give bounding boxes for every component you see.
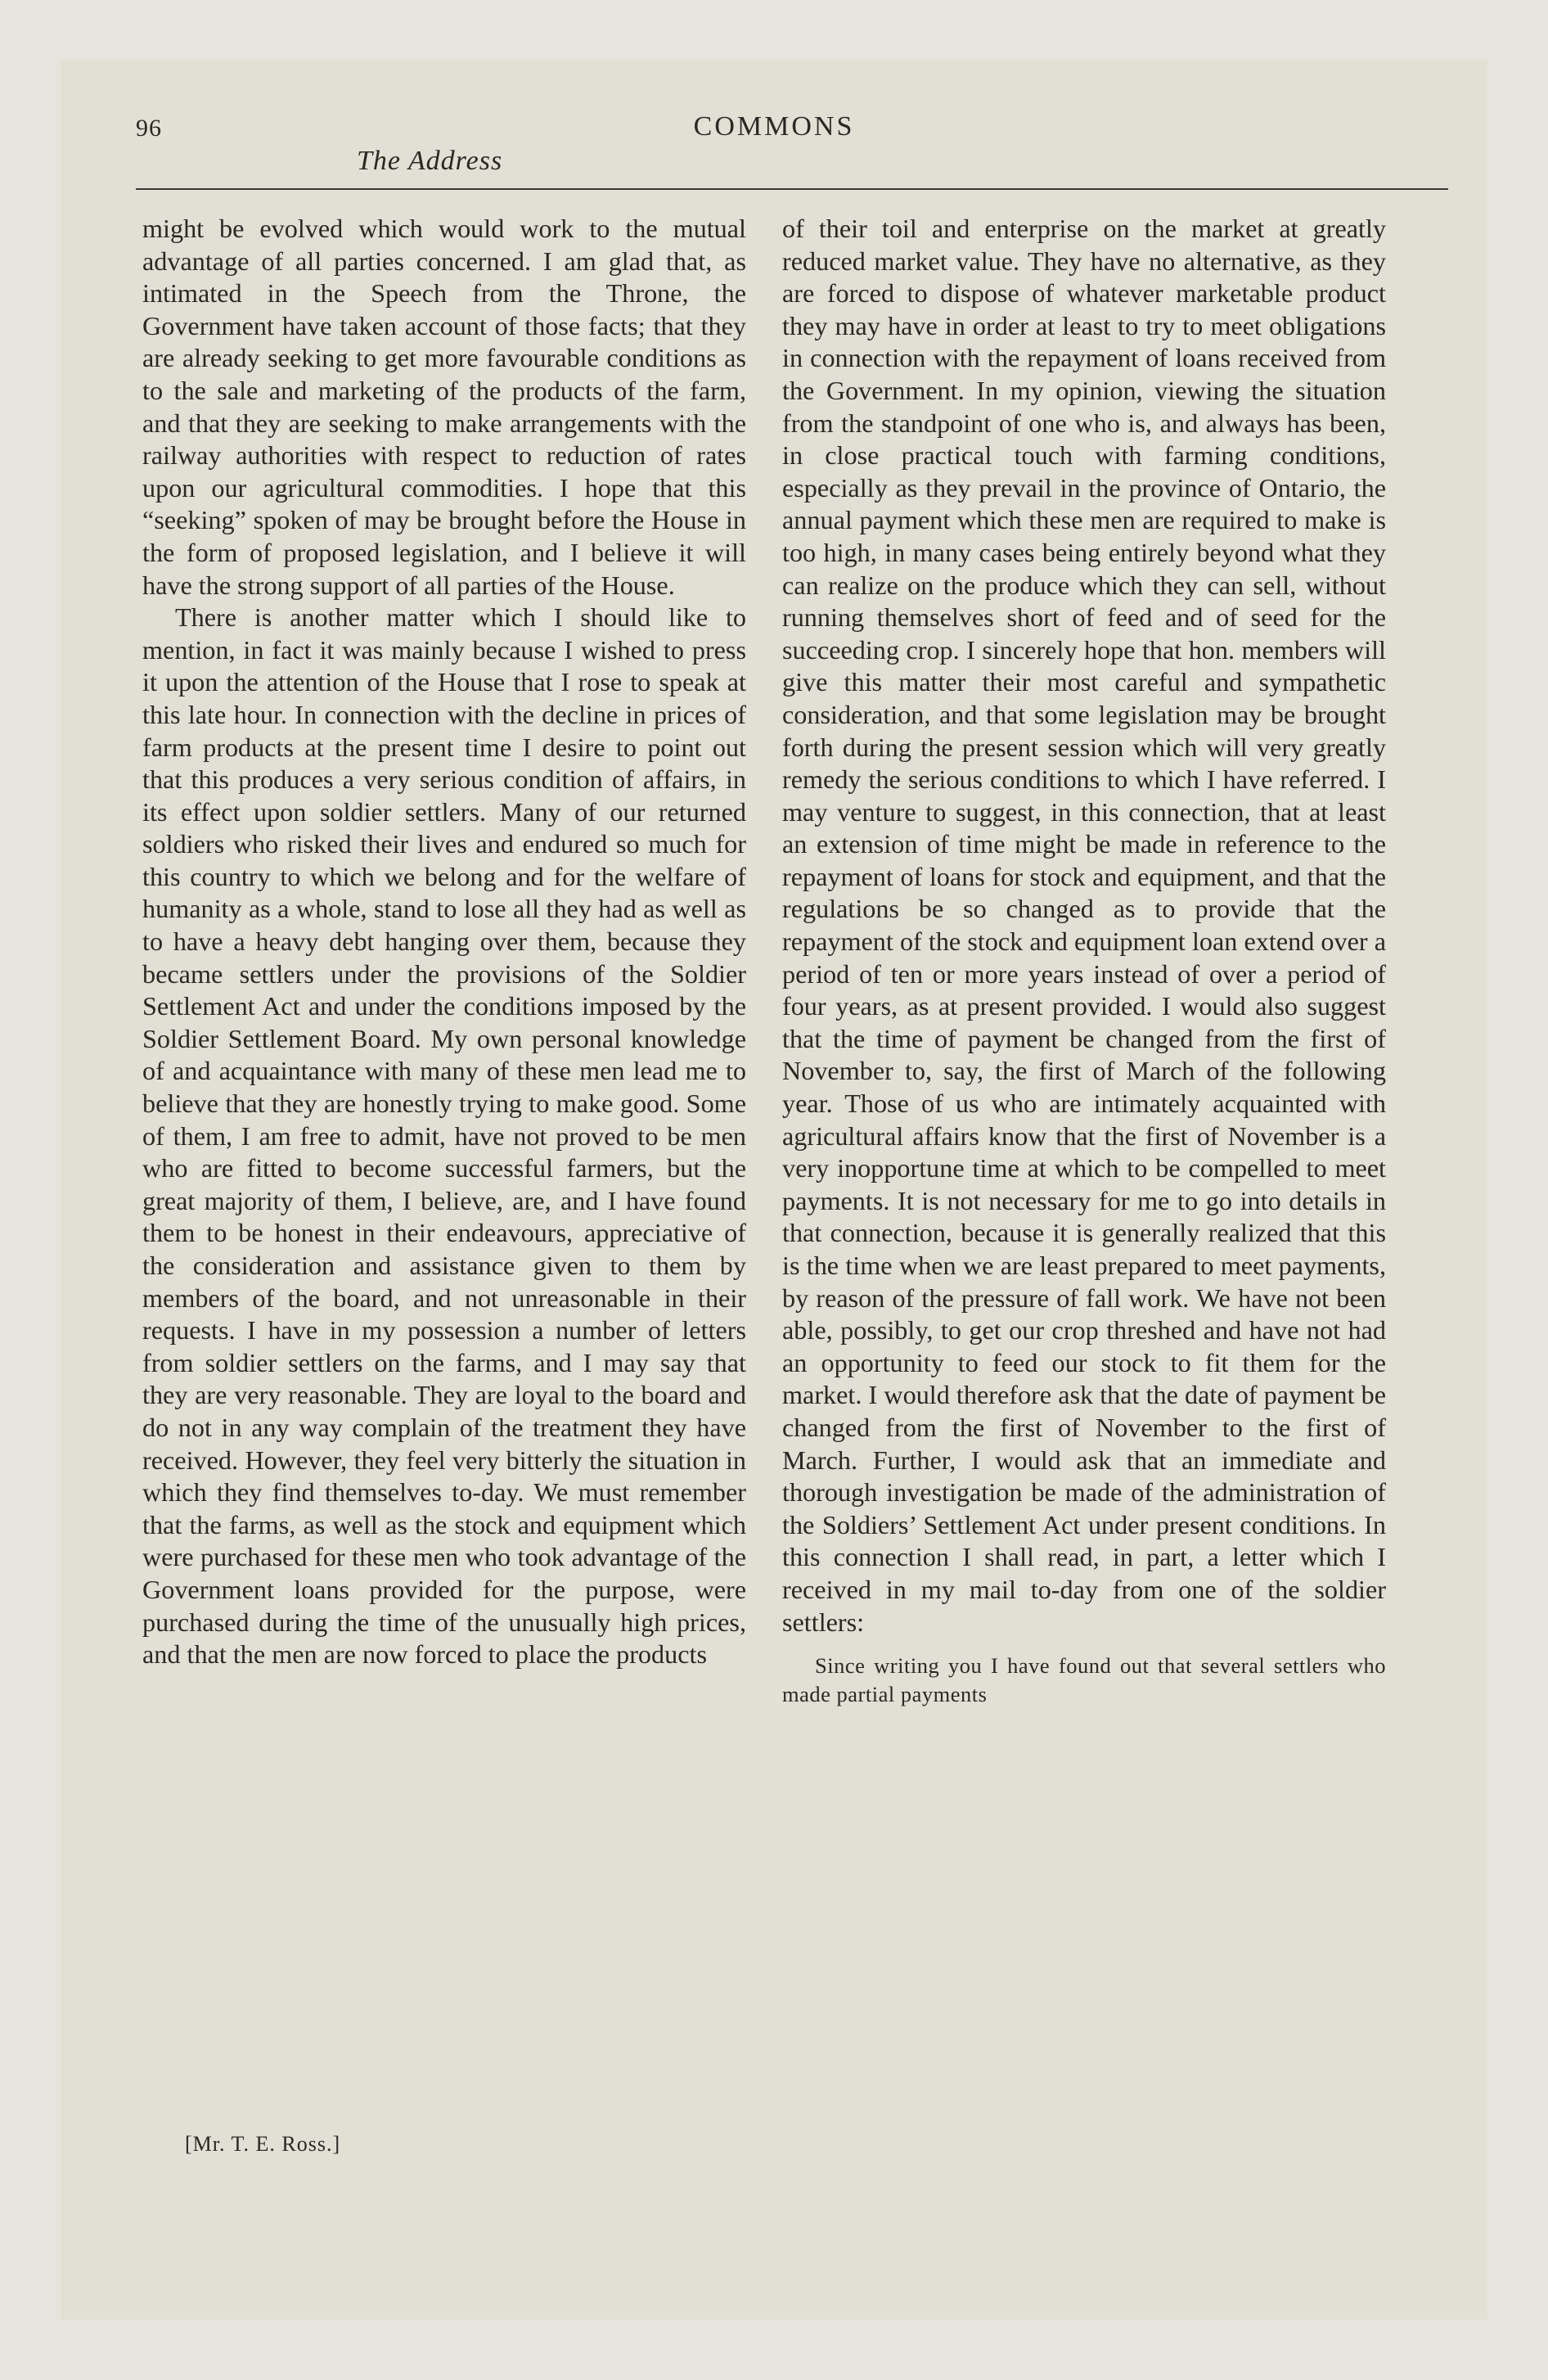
document-page: [61, 61, 1487, 2319]
paragraph: might be evolved which would work to the mutual advantage of all parties concerned. I am glad that, as intimated in the Speech from the Throne, the Government have taken account of those facts; that they are already seeking to get more favourable conditions as to the sale and marketing of the products of the farm, and that they are seeking to make arrangements with the railway authorities with respect to reduction of rates upon our agricultural commodities. I hope that this “seeking” spoken of may be brought before the House in the form of proposed legislation, and I believe it will have the strong support of all parties of the House.: [142, 214, 746, 600]
paragraph: of their toil and enterprise on the market at greatly reduced market value. They have no alternative, as they are forced to dispose of whatever marketable product they may have in order at least to try to meet obligations in connection with the repayment of loans received from the Government. In my opinion, viewing the situation from the standpoint of one who is, and always has been, in close practical touch with farming conditions, especially as they prevail in the province of Ontario, the annual payment which these men are required to make is too high, in many cases being entirely beyond what they can realize on the produce which they can sell, without running themselves short of feed and of seed for the succeeding crop. I sincerely hope that hon. members will give this matter their most careful and sympathetic consideration, and that some legislation may be brought forth during the present session which will very greatly remedy the serious conditions to which I have referred. I may venture to suggest, in this connection, that at least an extension of time might be made in reference to the repayment of loans for stock and equipment, and that the regulations be so changed as to provide that the repayment of the stock and equipment loan extend over a period of ten or more years instead of over a period of four years, as at present provided. I would also suggest that the time of payment be changed from the first of November to, say, the first of March of the following year. Those of us who are intimately acquainted with agricultural affairs know that the first of November is a very inopportune time at which to be compelled to meet payments. It is not necessary for me to go into details in that connection, because it is generally realized that this is the time when we are least prepared to meet payments, by reason of the pressure of fall work. We have not been able, possibly, to get our crop threshed and have not had an opportunity to feed our stock to fit them for the market. I would therefore ask that the date of payment be changed from the first of November to the first of March. Further, I would ask that an immediate and thorough investigation be made of the administration of the Soldiers’ Settlement Act under present conditions. In this connection I shall read, in part, a letter which I received in my mail to-day from one of the soldier settlers:: [782, 214, 1386, 1637]
page-header: [61, 61, 1487, 200]
section-title: The Address: [357, 146, 503, 176]
running-title: COMMONS: [693, 111, 855, 142]
speaker-attribution: [Mr. T. E. Ross.]: [185, 2132, 341, 2156]
left-column: [142, 213, 746, 1671]
header-rule: [136, 188, 1448, 190]
quoted-letter: Since writing you I have found out that several settlers who made partial payments: [782, 1653, 1386, 1707]
page-number: 96: [136, 115, 162, 142]
right-column: [782, 213, 1386, 1709]
paragraph: There is another matter which I should like to mention, in fact it was mainly because I wished to press it upon the attention of the House that I rose to speak at this late hour. In connection with the decline in prices of farm products at the present time I desire to point out that this produces a very serious condition of affairs, in its effect upon soldier settlers. Many of our returned soldiers who risked their lives and endured so much for this country to which we belong and for the welfare of humanity as a whole, stand to lose all they had as well as to have a heavy debt hanging over them, because they became settlers under the provisions of the Soldier Settlement Act and under the conditions imposed by the Soldier Settlement Board. My own personal knowledge of and acquaintance with many of these men lead me to believe that they are honestly trying to make good. Some of them, I am free to admit, have not proved to be men who are fitted to become successful farmers, but the great majority of them, I believe, are, and I have found them to be honest in their endeavours, appreciative of the consideration and assistance given to them by members of the board, and not unreasonable in their requests. I have in my possession a number of letters from soldier settlers on the farms, and I may say that they are very reasonable. They are loyal to the board and do not in any way complain of the treatment they have received. However, they feel very bitterly the situation in which they find themselves to-day. We must remember that the farms, as well as the stock and equipment which were purchased for these men who took advantage of the Government loans provided for the purpose, were purchased during the time of the unusually high prices, and that the men are now forced to place the products: [142, 602, 746, 1670]
